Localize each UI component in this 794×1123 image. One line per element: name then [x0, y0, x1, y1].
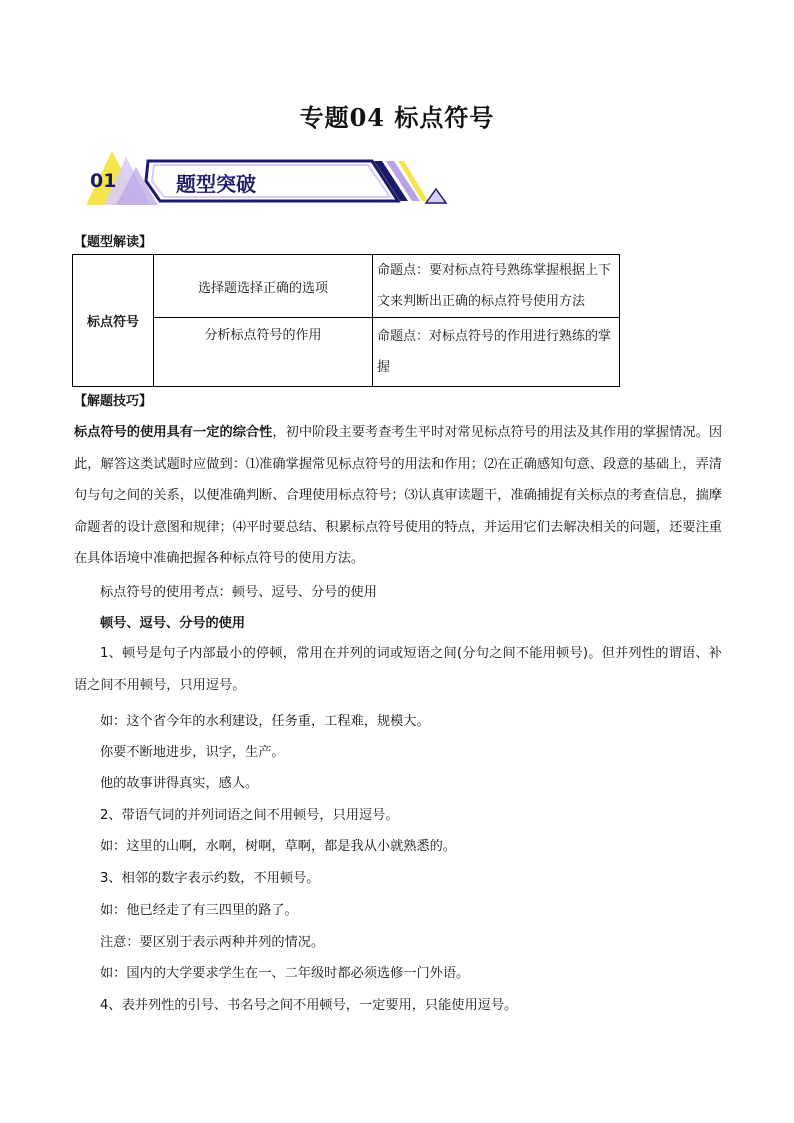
- example-line: 如：这里的山啊，水啊，树啊，草啊，都是我从小就熟悉的。: [100, 839, 457, 854]
- skills-body: ，初中阶段主要考查考生平时对常见标点符号的用法及其作用的掌握情况。因此，解答这类试题时应做到：⑴准确掌握常见标点符号的用法和作用；⑵在正确感知句意、段意的基础上，弄清句与句之间的关系，以便准确判断、合理使用标点符号；⑶认真审读题干，准确捕捉有关标点的考查信息，揣摩命题者的设计意图和规律；⑷平时要总结、积累标点符号使用的特点，并运用它们去解决相关的问题，还要注重在具体语境中准确把握各种标点符号的使用方法。: [74, 425, 723, 566]
- skills-bold-prefix: 标点符号的使用具有一定的综合性: [74, 425, 273, 440]
- rule-line: 4、表并列性的引号、书名号之间不用顿号，一定要用，只能使用逗号。: [100, 998, 518, 1013]
- banner-number: 01: [90, 170, 117, 192]
- example-line: 如：这个省今年的水利建设，任务重，工程难，规模大。: [100, 714, 430, 729]
- note-line: 注意：要区别于表示两种并列的情况。: [100, 935, 325, 950]
- rule-1: 1、顿号是句子内部最小的停顿，常用在并列的词或短语之间(分句之间不能用顿号)。但并列性的谓语、补语之间不用顿号，只用逗号。: [74, 646, 722, 693]
- table-cell-type: 分析标点符号的作用: [154, 318, 373, 387]
- table-category: 标点符号: [73, 255, 154, 387]
- table-row: [73, 255, 620, 318]
- table-row: [73, 318, 620, 387]
- subheading: 顿号、逗号、分号的使用: [100, 616, 246, 631]
- table-cell-type: 选择题选择正确的选项: [154, 255, 373, 318]
- points-line: 标点符号的使用考点：顿号、逗号、分号的使用: [100, 585, 377, 600]
- skills-paragraph: [74, 417, 722, 575]
- section-label-analysis: 【题型解读】: [74, 235, 153, 250]
- section-label-skills: 【解题技巧】: [74, 394, 153, 409]
- banner-label: 题型突破: [176, 172, 256, 196]
- analysis-table: [72, 254, 620, 387]
- document-title: 专题04 标点符号: [299, 103, 495, 132]
- rule-line: 3、相邻的数字表示约数，不用顿号。: [100, 871, 320, 886]
- table-cell-point: 命题点：要对标点符号熟练掌握根据上下文来判断出正确的标点符号使用方法: [373, 255, 620, 318]
- example-line: 如：他已经走了有三四里的路了。: [100, 903, 298, 918]
- section-banner: [76, 147, 448, 209]
- example-line: 他的故事讲得真实，感人。: [100, 776, 259, 791]
- example-line: 你要不断地进步，识字，生产。: [100, 745, 285, 760]
- example-line: 如：国内的大学要求学生在一、二年级时都必须选修一门外语。: [100, 966, 470, 981]
- rule-line: 2、带语气词的并列词语之间不用顿号，只用逗号。: [100, 808, 399, 823]
- table-cell-point: 命题点：对标点符号的作用进行熟练的掌握: [373, 318, 620, 387]
